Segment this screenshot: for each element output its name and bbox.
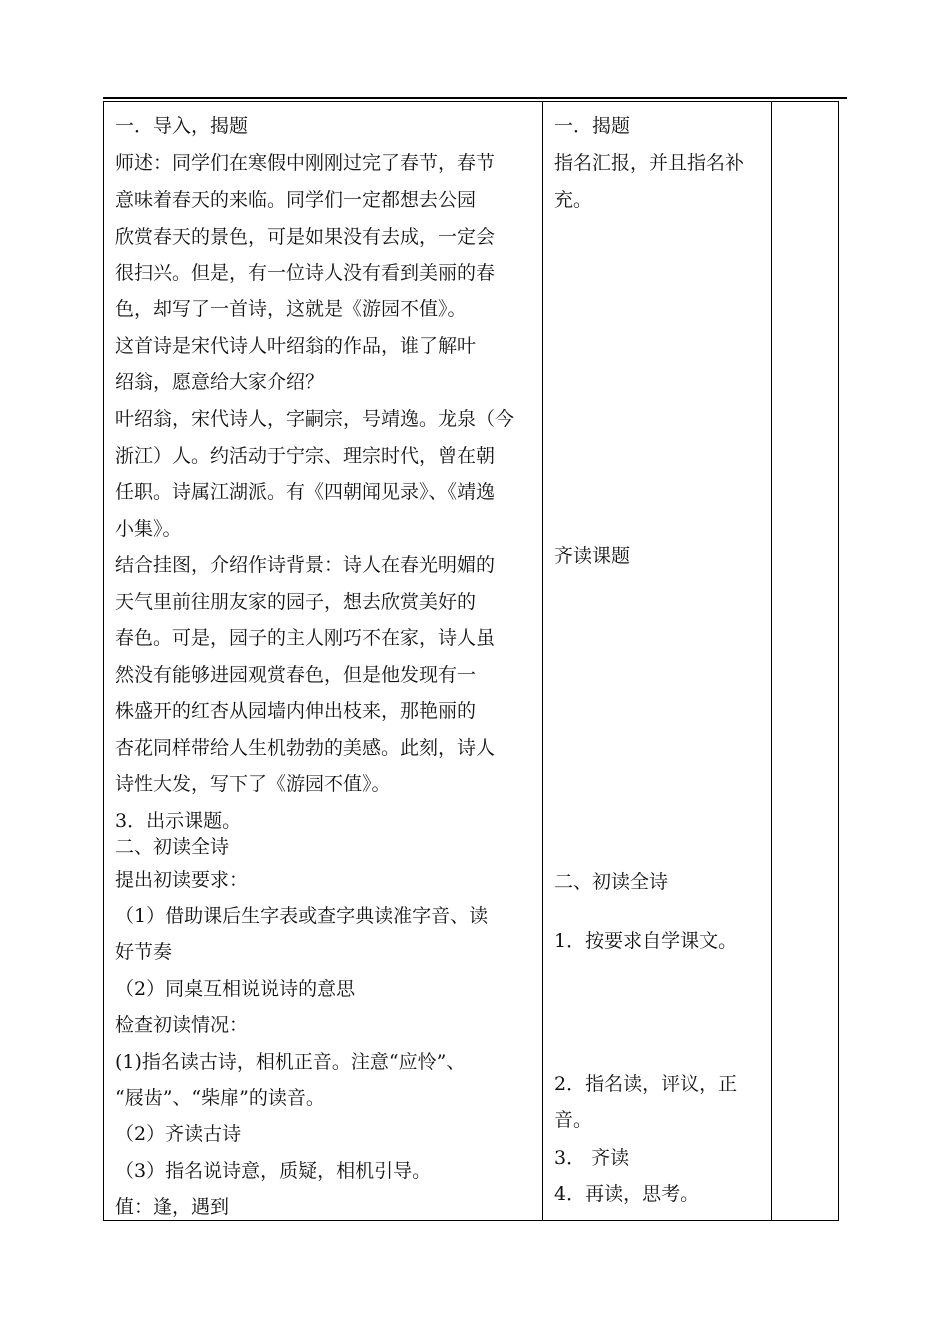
student-activity-line: 齐读课题 [554,545,631,567]
teacher-activity-line: 很扫兴。但是，有一位诗人没有看到美丽的春 [115,262,496,284]
teacher-activity-line: 结合挂图，介绍作诗背景：诗人在春光明媚的 [115,554,496,576]
student-activity-line: 4．再读，思考。 [554,1183,700,1205]
teacher-activity-line: 绍翁，愿意给大家介绍？ [115,371,325,393]
teacher-activity-line: （1）借助课后生字表或查字典读准字音、读 [115,905,489,927]
teacher-activity-line: （3）指名说诗意，质疑，相机引导。 [115,1160,432,1182]
student-activity-line: 一．揭题 [554,115,631,137]
teacher-activity-line: 检查初读情况： [115,1014,249,1036]
teacher-activity-line: 师述：同学们在寒假中刚刚过完了春节，春节 [115,152,496,174]
teacher-activity-line: 然没有能够进园观赏春色，但是他发现有一 [115,664,477,686]
student-activity-line: 2．指名读，评议，正 [554,1073,738,1095]
teacher-activity-line: 株盛开的红杏从园墙内伸出枝来，那艳丽的 [115,700,477,722]
teacher-activity-line: (1)指名读古诗，相机正音。注意“应怜”、 [115,1051,466,1073]
student-activity-line: 3． 齐读 [554,1147,630,1169]
student-activity-line: 二、初读全诗 [554,871,669,893]
column-divider [771,101,772,1221]
teacher-activity-line: 春色。可是，园子的主人刚巧不在家，诗人虽 [115,627,496,649]
teacher-activity-line: 诗性大发，写下了《游园不值》。 [115,773,391,795]
teacher-activity-line: 欣赏春天的景色，可是如果没有去成，一定会 [115,226,496,248]
teacher-activity-line: 天气里前往朋友家的园子，想去欣赏美好的 [115,591,477,613]
student-activity-line: 充。 [554,189,593,211]
student-activity-line: 指名汇报，并且指名补 [554,152,745,174]
teacher-activity-line: 叶绍翁，宋代诗人，字嗣宗，号靖逸。龙泉（今 [115,408,515,430]
teacher-activity-line: 任职。诗属江湖派。有《四朝闻见录》、《靖逸 [115,481,496,503]
teacher-activity-line: 好节奏 [115,941,173,963]
teacher-activity-line: “屐齿”、“柴扉”的读音。 [115,1087,325,1109]
student-activity-line: 音。 [554,1109,593,1131]
teacher-activity-line: 提出初读要求： [115,869,249,891]
teacher-activity-line: 3．出示课题。 [115,810,242,832]
teacher-activity-line: （2）齐读古诗 [115,1123,242,1145]
header-rule [103,97,847,99]
teacher-activity-line: 意味着春天的来临。同学们一定都想去公园 [115,189,477,211]
teacher-activity-line: 这首诗是宋代诗人叶绍翁的作品，谁了解叶 [115,335,477,357]
teacher-activity-line: 浙江）人。约活动于宁宗、理宗时代，曾在朝 [115,445,496,467]
column-divider [542,101,543,1221]
student-activity-line: 1．按要求自学课文。 [554,930,738,952]
teacher-activity-line: 色，却写了一首诗，这就是《游园不值》。 [115,298,467,320]
teacher-activity-line: 值：逢，遇到 [115,1196,230,1218]
teacher-activity-line: 杏花同样带给人生机勃勃的美感。此刻，诗人 [115,737,496,759]
teacher-activity-line: 一．导入，揭题 [115,115,249,137]
teacher-activity-line: 二、初读全诗 [115,836,230,858]
teacher-activity-line: 小集》。 [115,518,182,540]
teacher-activity-line: （2）同桌互相说说诗的意思 [115,978,356,1000]
